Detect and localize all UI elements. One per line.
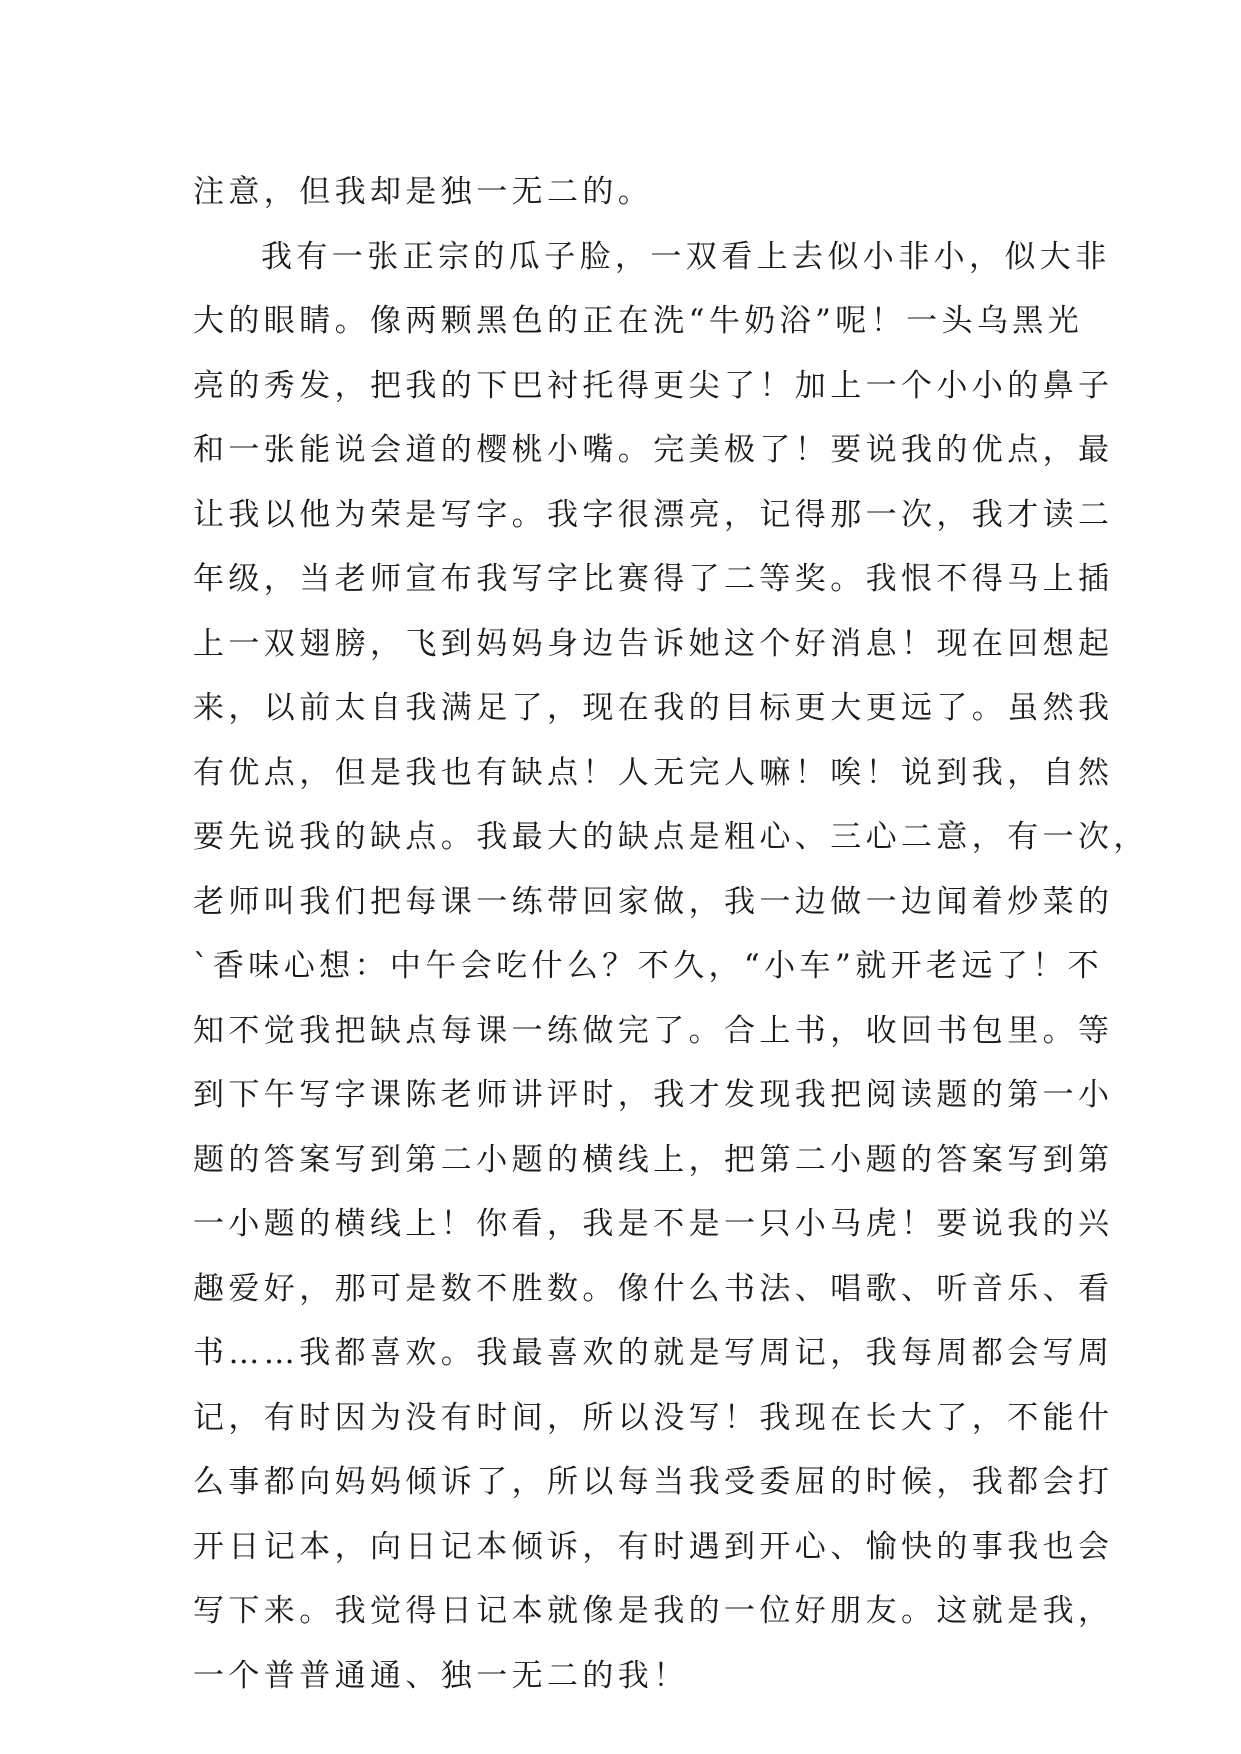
text-line: 知不觉我把缺点每课一练做完了。合上书，收回书包里。等 xyxy=(193,1012,1114,1049)
text-line: 上一双翅膀，飞到妈妈身边告诉她这个好消息！现在回想起 xyxy=(193,625,1114,662)
text-line: `香味心想：中午会吃什么？不久，“小车”就开老远了！不 xyxy=(193,948,1103,984)
text-line: 老师叫我们把每课一练带回家做，我一边做一边闻着炒菜的 xyxy=(193,883,1114,920)
text-line: 让我以他为荣是写字。我字很漂亮，记得那一次，我才读二 xyxy=(193,496,1114,533)
essay-body xyxy=(193,160,1149,1708)
text-line: 亮的秀发，把我的下巴衬托得更尖了！加上一个小小的鼻子 xyxy=(193,367,1114,404)
paragraph-start-line: 我有一张正宗的瓜子脸，一双看上去似小非小，似大非 xyxy=(261,238,1111,275)
text-line: 开日记本，向日记本倾诉，有时遇到开心、愉快的事我也会 xyxy=(193,1528,1114,1565)
text-line: 书……我都喜欢。我最喜欢的就是写周记，我每周都会写周 xyxy=(193,1335,1114,1371)
text-line: 到下午写字课陈老师讲评时，我才发现我把阅读题的第一小 xyxy=(193,1077,1114,1113)
text-line: 一小题的横线上！你看，我是不是一只小马虎！要说我的兴 xyxy=(193,1206,1114,1242)
text-line: 么事都向妈妈倾诉了，所以每当我受委屈的时候，我都会打 xyxy=(193,1464,1114,1500)
text-line: 写下来。我觉得日记本就像是我的一位好朋友。这就是我， xyxy=(193,1593,1114,1629)
text-line: 题的答案写到第二小题的横线上，把第二小题的答案写到第 xyxy=(193,1141,1114,1178)
text-line: 记，有时因为没有时间，所以没写！我现在长大了，不能什 xyxy=(193,1399,1114,1436)
text-line: 和一张能说会道的樱桃小嘴。完美极了！要说我的优点，最 xyxy=(193,432,1114,468)
text-line: 要先说我的缺点。我最大的缺点是粗心、三心二意，有一次， xyxy=(193,819,1149,855)
text-line: 注意，但我却是独一无二的。 xyxy=(193,174,654,210)
text-line: 趣爱好，那可是数不胜数。像什么书法、唱歌、听音乐、看 xyxy=(193,1270,1114,1307)
text-line: 有优点，但是我也有缺点！人无完人嘛！唉！说到我，自然 xyxy=(193,754,1114,791)
text-line: 一个普普通通、独一无二的我！ xyxy=(193,1657,689,1694)
text-line: 来，以前太自我满足了，现在我的目标更大更远了。虽然我 xyxy=(193,690,1114,726)
text-line: 年级，当老师宣布我写字比赛得了二等奖。我恨不得马上插 xyxy=(193,561,1114,597)
text-line: 大的眼睛。像两颗黑色的正在洗“牛奶浴”呢！一头乌黑光 xyxy=(193,303,1084,339)
